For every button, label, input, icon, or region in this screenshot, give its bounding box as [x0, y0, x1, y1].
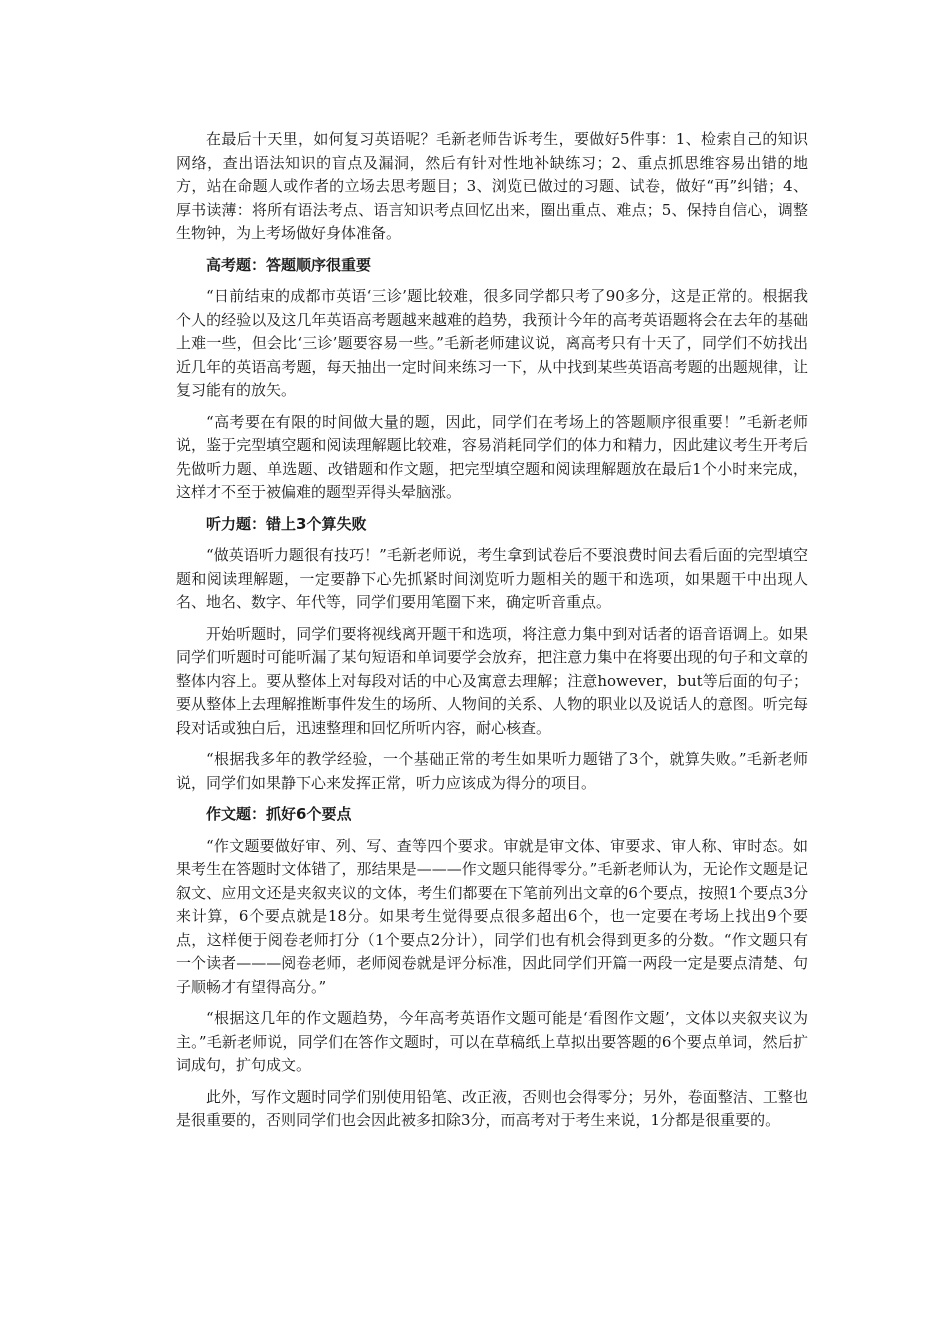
document-page [176, 128, 808, 1141]
writing-paragraph-3: 此外，写作文题时同学们别使用铅笔、改正液，否则也会得零分；另外，卷面整洁、工整也是很重要的，否则同学们也会因此被多扣除3分，而高考对于考生来说，1分都是很重要的。 [176, 1087, 808, 1129]
listening-paragraph-2: 开始听题时，同学们要将视线离开题干和选项，将注意力集中到对话者的语音语调上。如果同学们听题时可能听漏了某句短语和单词要学会放弃，把注意力集中在将要出现的句子和文章的整体内容上。要从整体上对每段对话的中心及寓意去理解；注意however，but等后面的句子；要从整体上去理解推断事件发生的场所、人物间的关系、人物的职业以及说话人的意图。听完每段对话或独白后，迅速整理和回忆所听内容，耐心核查。 [176, 624, 808, 737]
listening-paragraph-3: “根据我多年的教学经验，一个基础正常的考生如果听力题错了3个，就算失败。”毛新老师说，同学们如果静下心来发挥正常，听力应该成为得分的项目。 [176, 750, 808, 792]
intro-paragraph: 在最后十天里，如何复习英语呢？毛新老师告诉考生，要做好5件事：1、检索自己的知识网络，查出语法知识的盲点及漏洞，然后有针对性地补缺练习；2、重点抓思维容易出错的地方，站在命题人或作者的立场去思考题目；3、浏览已做过的习题、试卷，做好“再”纠错；4、厚书读薄：将所有语法考点、语言知识考点回忆出来，圈出重点、难点；5、保持自信心，调整生物钟，为上考场做好身体准备。 [176, 130, 808, 242]
listening-paragraph-1: “做英语听力题很有技巧！”毛新老师说，考生拿到试卷后不要浪费时间去看后面的完型填空题和阅读理解题，一定要静下心先抓紧时间浏览听力题相关的题干和选项，如果题干中出现人名、地名、数字、年代等，同学们要用笔圈下来，确定听音重点。 [176, 546, 808, 611]
writing-paragraph-1: “作文题要做好审、列、写、查等四个要求。审就是审文体、审要求、审人称、审时态。如果考生在答题时文体错了，那结果是———作文题只能得零分。”毛新老师认为，无论作文题是记叙文、应用文还是夹叙夹议的文体，考生们都要在下笔前列出文章的6个要点，按照1个要点3分来计算，6个要点就是18分。如果考生觉得要点很多超出6个，也一定要在考场上找出9个要点，这样便于阅卷老师打分（1个要点2分计），同学们也有机会得到更多的分数。“作文题只有一个读者———阅卷老师，老师阅卷就是评分标准，因此同学们开篇一两段一定是要点清楚、句子顺畅才有望得高分。” [176, 836, 808, 996]
section-heading-writing: 作文题：抓好6个要点 [206, 805, 352, 823]
writing-paragraph-2: “根据这几年的作文题趋势，今年高考英语作文题可能是‘看图作文题’，文体以夹叙夹议为主。”毛新老师说，同学们在答作文题时，可以在草稿纸上草拟出要答题的6个要点单词，然后扩词成句，扩句成文。 [176, 1009, 808, 1074]
exam-order-paragraph-1: “日前结束的成都市英语‘三诊’题比较难，很多同学都只考了90多分，这是正常的。根据我个人的经验以及这几年英语高考题越来越难的趋势，我预计今年的高考英语题将会在去年的基础上难一些，但会比‘三诊’题要容易一些。”毛新老师建议说，离高考只有十天了，同学们不妨找出近几年的英语高考题，每天抽出一定时间来练习一下，从中找到某些英语高考题的出题规律，让复习能有的放矢。 [176, 287, 808, 399]
section-heading-exam-order: 高考题：答题顺序很重要 [206, 255, 372, 274]
section-heading-listening: 听力题：错上3个算失败 [206, 514, 367, 533]
exam-order-paragraph-2: “高考要在有限的时间做大量的题，因此，同学们在考场上的答题顺序很重要！”毛新老师说，鉴于完型填空题和阅读理解题比较难，容易消耗同学们的体力和精力，因此建议考生开考后先做听力题、单选题、改错题和作文题，把完型填空题和阅读理解题放在最后1个小时来完成，这样才不至于被偏难的题型弄得头晕脑涨。 [176, 412, 808, 501]
